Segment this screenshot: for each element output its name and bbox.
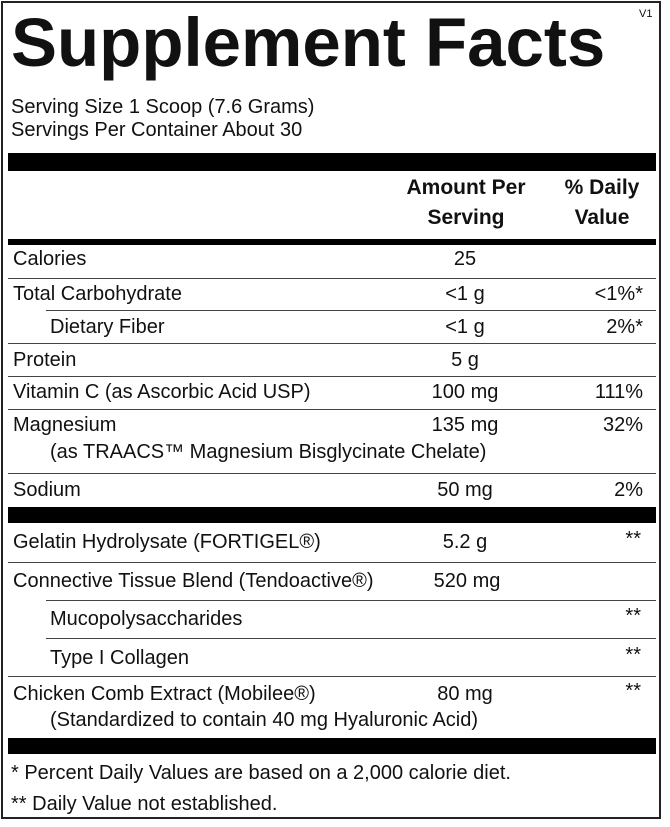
row-divider (8, 473, 656, 474)
nutrient-daily-value: 2% (614, 479, 643, 501)
nutrient-daily-value: 32% (602, 414, 643, 436)
thick-divider (8, 507, 656, 523)
nutrient-name: Total Carbohydrate (13, 283, 182, 305)
thick-divider (8, 153, 656, 171)
ingredient-daily-value: ** (625, 644, 641, 666)
nutrient-name: Calories (13, 248, 87, 270)
nutrient-amount: 5 g (451, 349, 479, 371)
row-divider (8, 562, 656, 563)
nutrient-amount: 25 (453, 248, 477, 270)
nutrient-amount: <1 g (445, 316, 485, 338)
nutrient-name: Dietary Fiber (50, 316, 165, 338)
row-divider (8, 278, 656, 279)
row-divider (46, 638, 656, 639)
ingredient-standardization: (Standardized to contain 40 mg Hyaluronic Acid) (50, 709, 479, 731)
ingredient-name: Chicken Comb Extract (Mobilee®) (13, 683, 316, 705)
nutrient-name: Magnesium (13, 414, 117, 436)
nutrient-source: (as TRAACS™ Magnesium Bisglycinate Chelate) (50, 441, 487, 463)
row-divider (46, 310, 656, 311)
row-divider (46, 600, 656, 601)
dv-header-line2: Value (574, 206, 630, 229)
ingredient-name: Mucopolysaccharides (50, 608, 243, 630)
footnote-daily-values: * Percent Daily Values are based on a 2,000 calorie diet. (11, 762, 511, 784)
nutrient-amount: <1 g (445, 283, 485, 305)
ingredient-name: Connective Tissue Blend (Tendoactive®) (13, 570, 374, 592)
nutrient-daily-value: 111% (594, 381, 643, 403)
panel-title: Supplement Facts (11, 4, 606, 81)
medium-divider (8, 239, 656, 245)
thick-divider (8, 738, 656, 754)
dv-header-line1: % Daily (564, 176, 640, 199)
footnote-not-established: ** Daily Value not established. (11, 793, 278, 815)
ingredient-name: Gelatin Hydrolysate (FORTIGEL®) (13, 531, 321, 553)
row-divider (8, 343, 656, 344)
nutrient-amount: 50 mg (437, 479, 493, 501)
ingredient-daily-value: ** (625, 528, 641, 550)
nutrient-daily-value: 2%* (606, 316, 643, 338)
amount-header-line2: Serving (427, 206, 505, 229)
serving-size: Serving Size 1 Scoop (7.6 Grams) (11, 96, 315, 118)
ingredient-amount: 80 mg (437, 683, 493, 705)
ingredient-amount: 520 mg (433, 570, 501, 592)
ingredient-daily-value: ** (625, 605, 641, 627)
nutrient-daily-value: <1%* (594, 283, 643, 305)
row-divider (8, 376, 656, 377)
ingredient-daily-value: ** (625, 680, 641, 702)
amount-per-serving-header (396, 173, 536, 233)
ingredient-name: Type I Collagen (50, 647, 189, 669)
version-marker: V1 (639, 8, 653, 20)
nutrient-amount: 100 mg (431, 381, 499, 403)
nutrient-amount: 135 mg (431, 414, 499, 436)
servings-per-container: Servings Per Container About 30 (11, 119, 303, 141)
nutrient-name: Protein (13, 349, 77, 371)
daily-value-header (552, 173, 652, 233)
nutrient-name: Vitamin C (as Ascorbic Acid USP) (13, 381, 311, 403)
row-divider (8, 409, 656, 410)
nutrient-name: Sodium (13, 479, 81, 501)
amount-header-line1: Amount Per (406, 176, 526, 199)
row-divider (8, 676, 656, 677)
ingredient-amount: 5.2 g (442, 531, 488, 553)
